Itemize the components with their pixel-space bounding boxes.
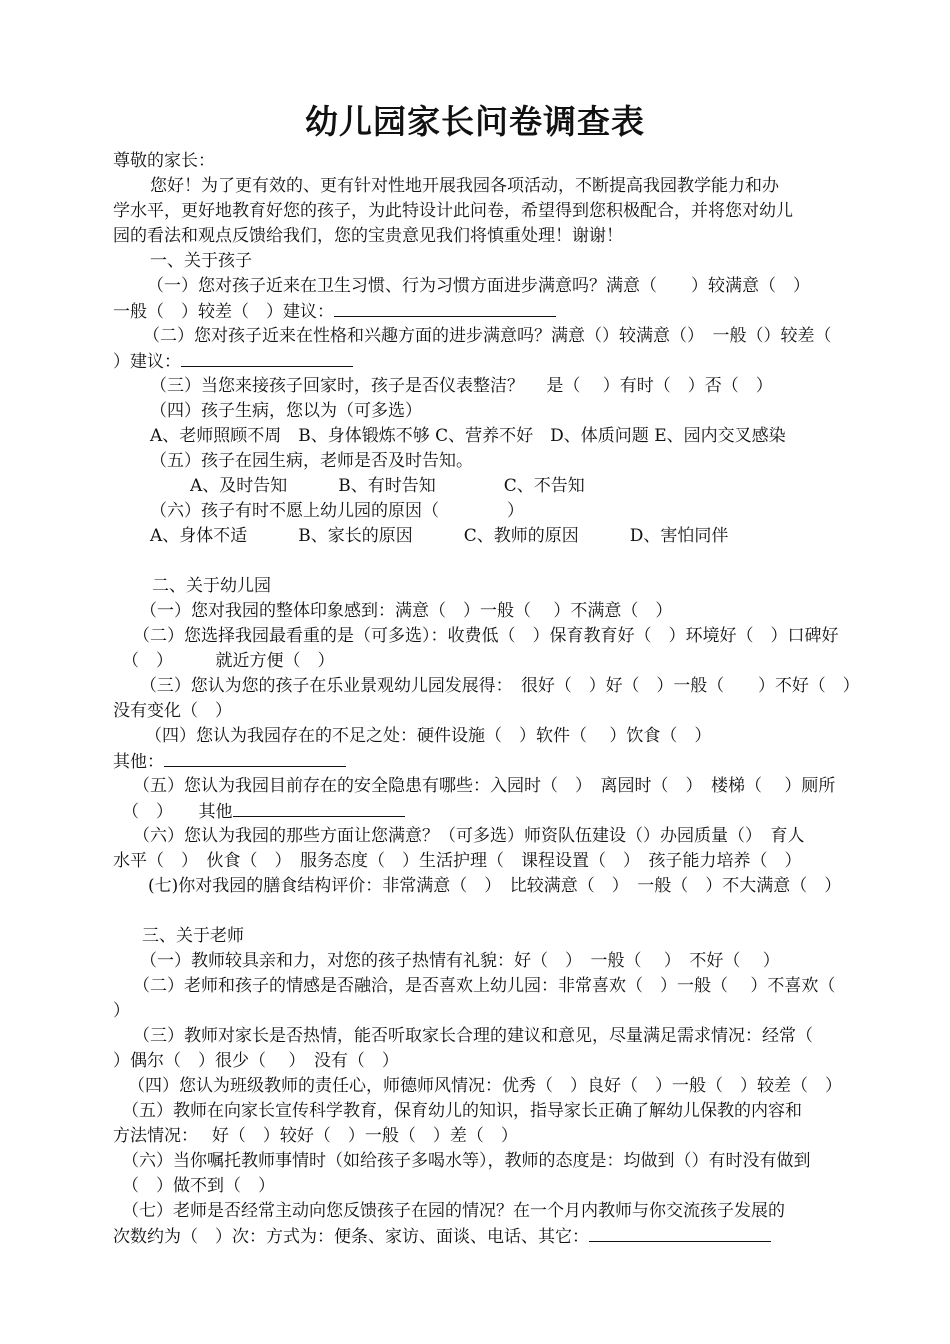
intro-line-2: 学水平，更好地教育好您的孩子，为此特设计此问卷，希望得到您积极配合，并将您对幼儿 (113, 201, 793, 221)
s2-q5-line: （五）您认为我园目前存在的安全隐患有哪些：入园时（ ） 离园时（ ） 楼梯（ ）厕所 (133, 776, 836, 796)
s3-q1-line: （一）教师较具亲和力，对您的孩子热情有礼貌：好（ ） 一般（ ） 不好（ ） (140, 951, 780, 971)
s3-q3-line: ）偶尔（ ）很少（ ） 没有（ ） (113, 1051, 399, 1071)
s3-q2-line: ） (113, 1001, 130, 1021)
s3-q6-line: （ ）做不到（ ） (122, 1176, 275, 1196)
s1-q4-options: A、老师照顾不周 B、身体锻炼不够 C、营养不好 D、体质问题 E、园内交叉感染 (150, 426, 786, 446)
intro-line-1: 您好！为了更有效的、更有针对性地开展我园各项活动，不断提高我园教学能力和办 (150, 176, 779, 196)
s1-q4-line: （四）孩子生病，您以为（可多选） (150, 401, 422, 421)
section3-heading: 三、关于老师 (142, 926, 244, 946)
s2-q4-line: （四）您认为我园存在的不足之处：硬件设施（ ）软件（ ）饮食（ ） (145, 726, 712, 746)
s2-q3-line: （三）您认为您的孩子在乐业景观幼儿园发展得： 很好（ ）好（ ）一般（ ）不好（ ） (140, 676, 860, 696)
s1-q1-line: （一）您对孩子近来在卫生习惯、行为习惯方面进步满意吗？满意（ ）较满意（ ） (147, 276, 810, 296)
greeting: 尊敬的家长： (113, 151, 215, 171)
suggestion-blank[interactable] (181, 349, 353, 367)
s1-q6-line: （六）孩子有时不愿上幼儿园的原因（ ） (150, 501, 524, 521)
s1-q2-line: （二）您对孩子近来在性格和兴趣方面的进步满意吗？满意（）较满意（） 一般（）较差（ (143, 326, 832, 346)
s1-q5-line: （五）孩子在园生病，老师是否及时告知。 (150, 451, 473, 471)
s1-q2-line: ）建议： (113, 349, 353, 373)
other-method-blank[interactable] (589, 1224, 771, 1242)
s3-q3-line: （三）教师对家长是否热情，能否听取家长合理的建议和意见，尽量满足需求情况：经常（ (133, 1026, 813, 1046)
s3-q6-line: （六）当你嘱托教师事情时（如给孩子多喝水等），教师的态度是：均做到（）有时没有做到 (122, 1151, 811, 1171)
section2-heading: 二、关于幼儿园 (152, 576, 271, 596)
s2-q4-line: 其他： (113, 749, 346, 773)
suggestion-blank[interactable] (334, 299, 556, 317)
s2-q5-line: （ ） 其他 (122, 799, 405, 823)
s3-q7-line: 次数约为（ ）次：方式为：便条、家访、面谈、电话、其它： (113, 1224, 771, 1248)
s3-q7-line: （七）老师是否经常主动向您反馈孩子在园的情况？在一个月内教师与你交流孩子发展的 (122, 1201, 785, 1221)
page-title: 幼儿园家长问卷调查表 (305, 102, 645, 141)
other-blank[interactable] (164, 749, 346, 767)
intro-line-3: 园的看法和观点反馈给我们，您的宝贵意见我们将慎重处理！谢谢！ (113, 226, 623, 246)
s1-q5-options: A、及时告知 B、有时告知 C、不告知 (190, 476, 585, 496)
s3-q5-line: 方法情况： 好（ ）较好（ ）一般（ ）差（ ） (113, 1126, 518, 1146)
s2-q7-line: (七)你对我园的膳食结构评价：非常满意（ ） 比较满意（ ） 一般（ ）不大满意（ ） (148, 876, 842, 896)
s3-q2-line: （二）老师和孩子的情感是否融洽，是否喜欢上幼儿园：非常喜欢（ ）一般（ ）不喜欢（ (133, 976, 836, 996)
s2-q2-line: （ ） 就近方便（ ） (122, 651, 335, 671)
s2-q6-line: 水平（ ） 伙食（ ） 服务态度（ ）生活护理（ 课程设置（ ） 孩子能力培养（ ） (113, 851, 802, 871)
s1-q3-line: （三）当您来接孩子回家时，孩子是否仪表整洁？ 是（ ）有时（ ）否（ ） (150, 376, 773, 396)
s2-q6-line: （六）您认为我园的那些方面让您满意？（可多选）师资队伍建设（）办园质量（） 育人 (133, 826, 805, 846)
s1-q1-line: 一般（ ）较差（ ）建议： (113, 299, 556, 323)
s3-q4-line: （四）您认为班级教师的责任心，师德师风情况：优秀（ ）良好（ ）一般（ ）较差（ ） (128, 1076, 842, 1096)
s1-q6-options: A、身体不适 B、家长的原因 C、教师的原因 D、害怕同伴 (150, 526, 729, 546)
other-blank[interactable] (233, 799, 405, 817)
s2-q2-line: （二）您选择我园最看重的是（可多选）：收费低（ ）保育教育好（ ）环境好（ ）口碑好 (133, 626, 839, 646)
s2-q1-line: （一）您对我园的整体印象感到：满意（ ）一般（ ）不满意（ ） (140, 601, 673, 621)
s2-q3-line: 没有变化（ ） (113, 701, 232, 721)
section1-heading: 一、关于孩子 (150, 251, 252, 271)
s3-q5-line: （五）教师在向家长宣传科学教育，保育幼儿的知识，指导家长正确了解幼儿保教的内容和 (122, 1101, 802, 1121)
